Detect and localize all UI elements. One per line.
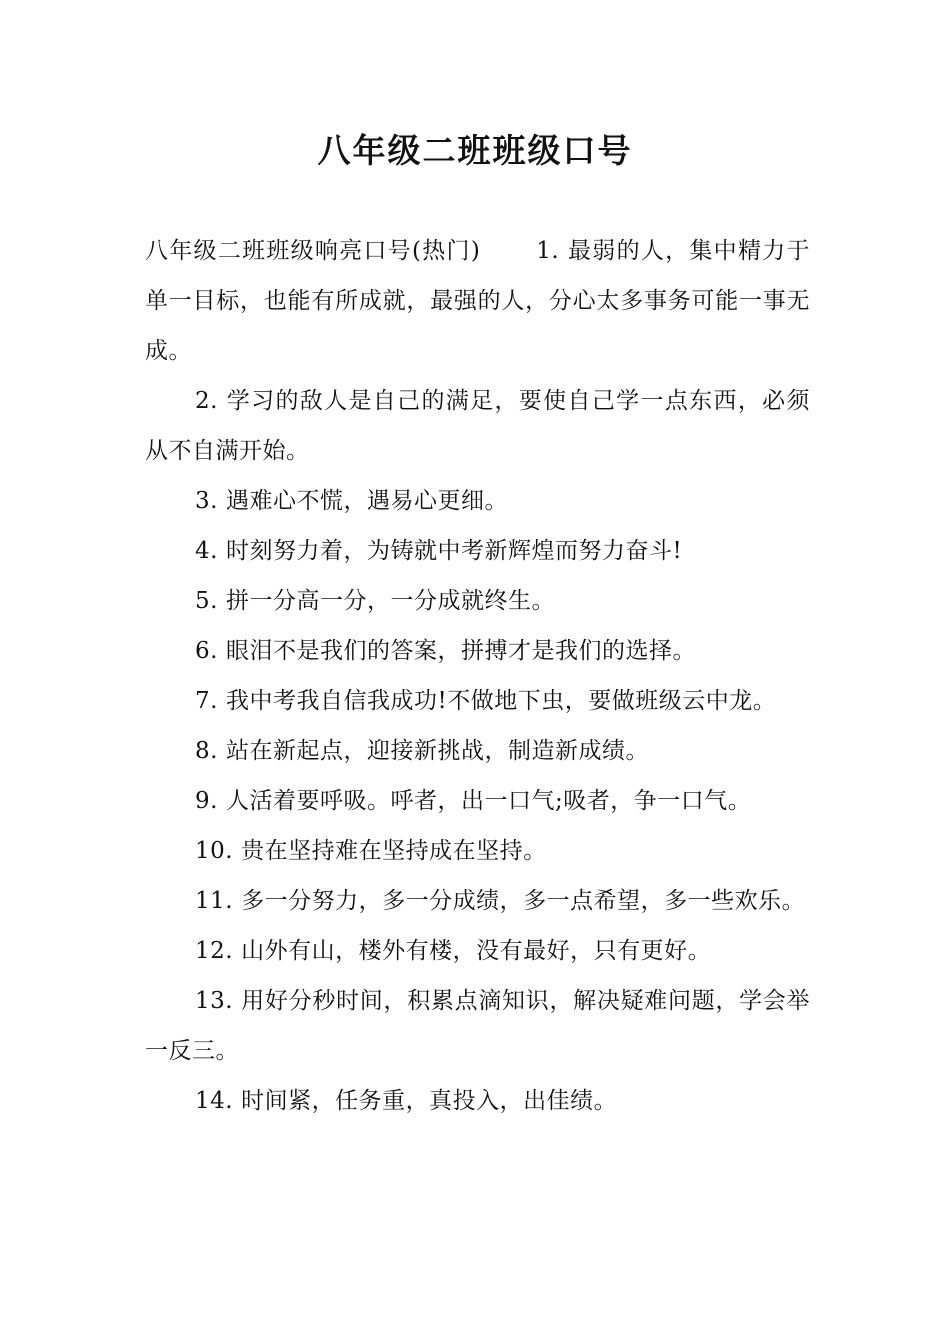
list-item [145, 976, 810, 1076]
item-number: 6. [195, 638, 218, 664]
item-text: 学习的敌人是自己的满足，要使自己学一点东西，必须从不自满开始。 [145, 388, 810, 464]
item-number: 4. [195, 538, 218, 564]
item-text: 山外有山，楼外有楼，没有最好，只有更好。 [241, 938, 712, 964]
item-number: 14. [195, 1088, 234, 1114]
item-text: 贵在坚持难在坚持成在坚持。 [241, 838, 547, 864]
list-item [145, 376, 810, 476]
list-item [145, 576, 810, 626]
item-text: 遇难心不慌，遇易心更细。 [225, 488, 508, 514]
list-item [145, 526, 810, 576]
intro-text: 八年级二班班级响亮口号(热门) [145, 238, 481, 264]
list-item [145, 776, 810, 826]
list-item [145, 726, 810, 776]
item-number: 1. [536, 238, 560, 264]
list-item [145, 1076, 810, 1126]
item-number: 9. [195, 788, 218, 814]
list-item [145, 676, 810, 726]
list-item [145, 926, 810, 976]
intro-paragraph [145, 226, 810, 376]
item-text: 眼泪不是我们的答案，拼搏才是我们的选择。 [225, 638, 696, 664]
item-number: 11. [195, 888, 234, 914]
item-number: 2. [195, 388, 218, 414]
item-text: 我中考我自信我成功!不做地下虫，要做班级云中龙。 [225, 688, 777, 714]
item-number: 12. [195, 938, 234, 964]
list-item [145, 876, 810, 926]
list-item [145, 826, 810, 876]
item-text: 时刻努力着，为铸就中考新辉煌而努力奋斗! [225, 538, 683, 564]
item-text: 最弱的人，集中精力于单一目标，也能有所成就，最强的人，分心太多事务可能一事无成。 [145, 238, 810, 364]
list-item [145, 476, 810, 526]
item-number: 5. [195, 588, 218, 614]
document-title: 八年级二班班级口号 [317, 131, 633, 170]
item-number: 8. [195, 738, 218, 764]
item-number: 10. [195, 838, 234, 864]
item-text: 用好分秒时间，积累点滴知识，解决疑难问题，学会举一反三。 [145, 988, 810, 1064]
item-text: 人活着要呼吸。呼者，出一口气;吸者，争一口气。 [225, 788, 752, 814]
document-body [145, 226, 810, 1126]
item-number: 3. [195, 488, 218, 514]
item-number: 7. [195, 688, 218, 714]
item-text: 拼一分高一分，一分成就终生。 [225, 588, 555, 614]
item-text: 时间紧，任务重，真投入，出佳绩。 [241, 1088, 618, 1114]
list-item [145, 626, 810, 676]
item-number: 13. [195, 988, 234, 1014]
item-text: 多一分努力，多一分成绩，多一点希望，多一些欢乐。 [241, 888, 806, 914]
item-text: 站在新起点，迎接新挑战，制造新成绩。 [225, 738, 649, 764]
